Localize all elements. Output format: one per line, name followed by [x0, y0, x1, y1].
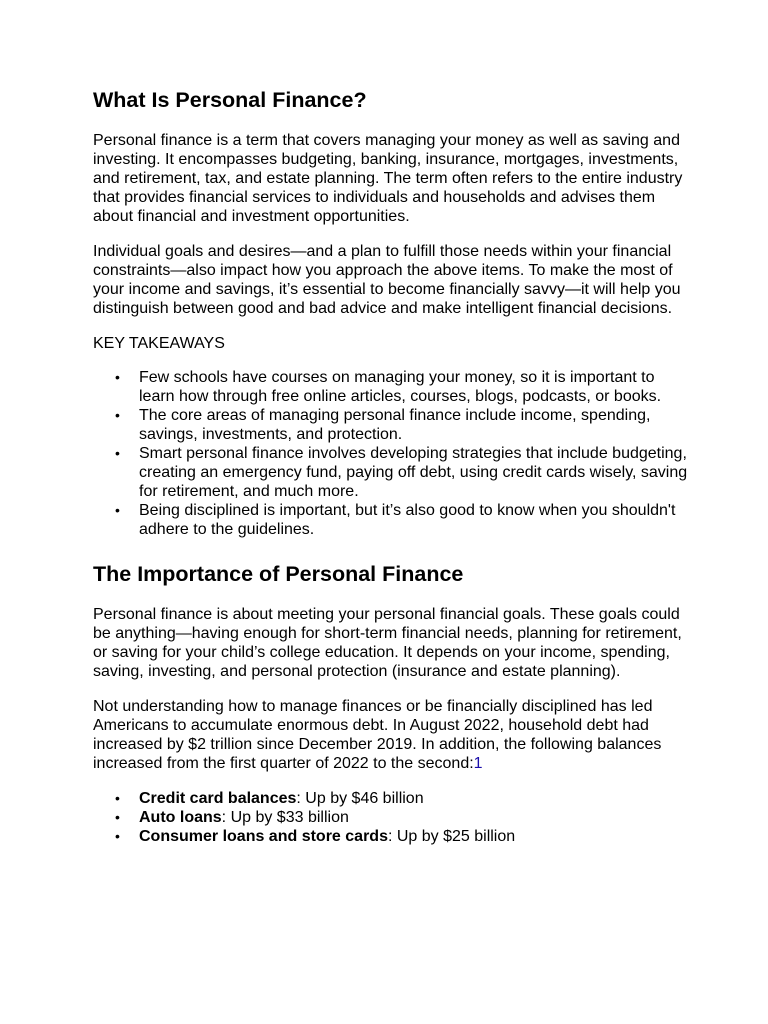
bullet-icon: •: [115, 809, 120, 825]
balance-label: Credit card balances: [139, 790, 297, 807]
list-item: [93, 501, 693, 539]
bullet-icon: •: [115, 369, 120, 385]
balances-list: [93, 789, 693, 846]
reference-link[interactable]: 1: [473, 755, 483, 772]
bullet-icon: •: [115, 828, 120, 844]
document-page: [93, 86, 693, 846]
list-item: [93, 827, 693, 846]
paragraph-goals: Individual goals and desires—and a plan to fulfill those needs within your financial constraints—also impact how you approach the above items. To make the most of your income and savings, it’s essential to become financially savvy—it will help you distinguish between good and bad advice and make intelligent financial decisions.: [93, 243, 681, 317]
list-item: [93, 444, 693, 501]
takeaway-text: Few schools have courses on managing your money, so it is important to learn how through free online articles, courses, blogs, podcasts, or books.: [139, 369, 662, 405]
bullet-icon: •: [115, 502, 120, 518]
list-item: [93, 789, 693, 808]
balance-label: Auto loans: [139, 809, 222, 826]
section-heading-what-is-personal-finance: What Is Personal Finance?: [93, 88, 367, 112]
bullet-icon: •: [115, 790, 120, 806]
paragraph-definition: Personal finance is a term that covers managing your money as well as saving and investing. It encompasses budgeting, banking, insurance, mortgages, investments, and retirement, tax, and estate planning. The term often refers to the entire industry that provides financial services to individuals and households and advises them about financial and investment opportunities.: [93, 132, 683, 225]
paragraph-debt: [93, 697, 693, 773]
balance-detail: : Up by $46 billion: [296, 790, 424, 807]
balance-detail: : Up by $33 billion: [221, 809, 349, 826]
bullet-icon: •: [115, 445, 120, 461]
takeaway-text: Being disciplined is important, but it’s also good to know when you shouldn't adhere to the guidelines.: [139, 502, 676, 538]
bullet-icon: •: [115, 407, 120, 423]
balance-label: Consumer loans and store cards: [139, 828, 388, 845]
key-takeaways-list: [93, 368, 693, 539]
list-item: [93, 406, 693, 444]
list-item: [93, 808, 693, 827]
paragraph-goals-meeting: Personal finance is about meeting your personal financial goals. These goals could be anything—having enough for short-term financial needs, planning for retirement, or saving for your child’s college education. It depends on your income, spending, saving, investing, and personal protection (insurance and estate planning).: [93, 606, 682, 680]
takeaway-text: The core areas of managing personal finance include income, spending, savings, investments, and protection.: [139, 407, 651, 443]
key-takeaways-label: KEY TAKEAWAYS: [93, 335, 225, 352]
list-item: [93, 368, 693, 406]
paragraph-debt-text: Not understanding how to manage finances or be financially disciplined has led Americans to accumulate enormous debt. In August 2022, household debt had increased by $2 trillion since December 2019. In addition, the following balances increased from the first quarter of 2022 to the second:: [93, 698, 662, 772]
balance-detail: : Up by $25 billion: [387, 828, 516, 845]
section-heading-importance: The Importance of Personal Finance: [93, 562, 464, 586]
takeaway-text: Smart personal finance involves developing strategies that include budgeting, creating an emergency fund, paying off debt, using credit cards wisely, saving for retirement, and much more.: [139, 445, 688, 500]
